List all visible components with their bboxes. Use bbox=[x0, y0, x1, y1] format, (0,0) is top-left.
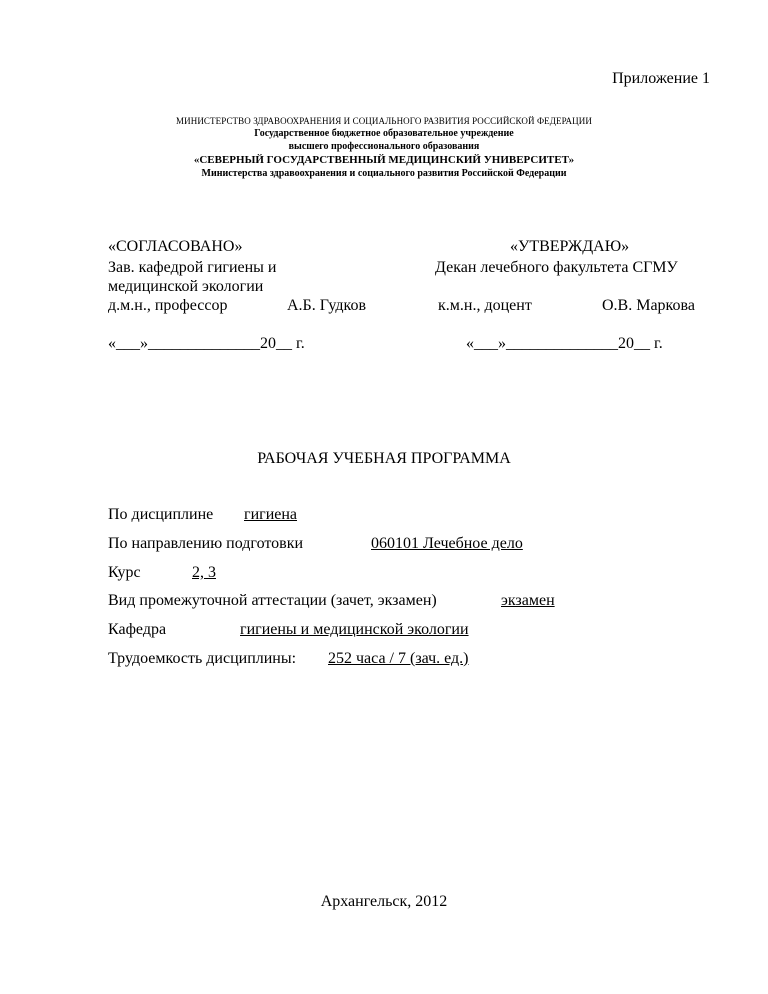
discipline-label: По дисциплине bbox=[108, 506, 214, 523]
course-label: Курс bbox=[108, 564, 141, 581]
course-value: 2, 3 bbox=[192, 564, 216, 581]
labor-label: Трудоемкость дисциплины: bbox=[108, 650, 297, 667]
approval-right-degree: к.м.н., доцент bbox=[438, 297, 532, 314]
discipline-value: гигиена bbox=[244, 506, 298, 523]
approval-right-position-1: Декан лечебного факультета СГМУ bbox=[435, 259, 678, 276]
approval-right-name: О.В. Маркова bbox=[602, 297, 695, 314]
ministry-subordination: Министерства здравоохранения и социального развития Российской Федерации bbox=[201, 168, 567, 179]
city-year: Архангельск, 2012 bbox=[320, 893, 448, 910]
approval-right-heading: «УТВЕРЖДАЮ» bbox=[510, 238, 630, 255]
attestation-label: Вид промежуточной аттестации (зачет, экзамен) bbox=[108, 592, 437, 609]
appendix-label: Приложение 1 bbox=[612, 70, 710, 87]
department-label: Кафедра bbox=[108, 621, 167, 638]
program-title: РАБОЧАЯ УЧЕБНАЯ ПРОГРАММА bbox=[257, 450, 511, 467]
approval-left-degree: д.м.н., профессор bbox=[108, 297, 228, 314]
attestation-value: экзамен bbox=[501, 592, 555, 609]
labor-value: 252 часа / 7 (зач. ед.) bbox=[328, 650, 469, 667]
approval-left-heading: «СОГЛАСОВАНО» bbox=[108, 238, 243, 255]
institution-line-2: высшего профессионального образования bbox=[288, 141, 480, 152]
approval-left-position-1: Зав. кафедрой гигиены и bbox=[108, 259, 277, 276]
approval-left-position-2: медицинской экологии bbox=[108, 278, 264, 295]
approval-left-name: А.Б. Гудков bbox=[287, 297, 367, 314]
approval-left-date-line: «___»______________20__ г. bbox=[108, 335, 305, 352]
university-name: «СЕВЕРНЫЙ ГОСУДАРСТВЕННЫЙ МЕДИЦИНСКИЙ УНИВЕРСИТЕТ» bbox=[193, 154, 575, 166]
ministry-name: МИНИСТЕРСТВО ЗДРАВООХРАНЕНИЯ И СОЦИАЛЬНОГО РАЗВИТИЯ РОССИЙСКОЙ ФЕДЕРАЦИИ bbox=[176, 116, 592, 126]
department-value: гигиены и медицинской экологии bbox=[240, 621, 469, 638]
direction-label: По направлению подготовки bbox=[108, 535, 304, 552]
approval-right-date-line: «___»______________20__ г. bbox=[466, 335, 663, 352]
institution-line-1: Государственное бюджетное образовательное учреждение bbox=[254, 128, 514, 139]
direction-value: 060101 Лечебное дело bbox=[371, 535, 523, 552]
